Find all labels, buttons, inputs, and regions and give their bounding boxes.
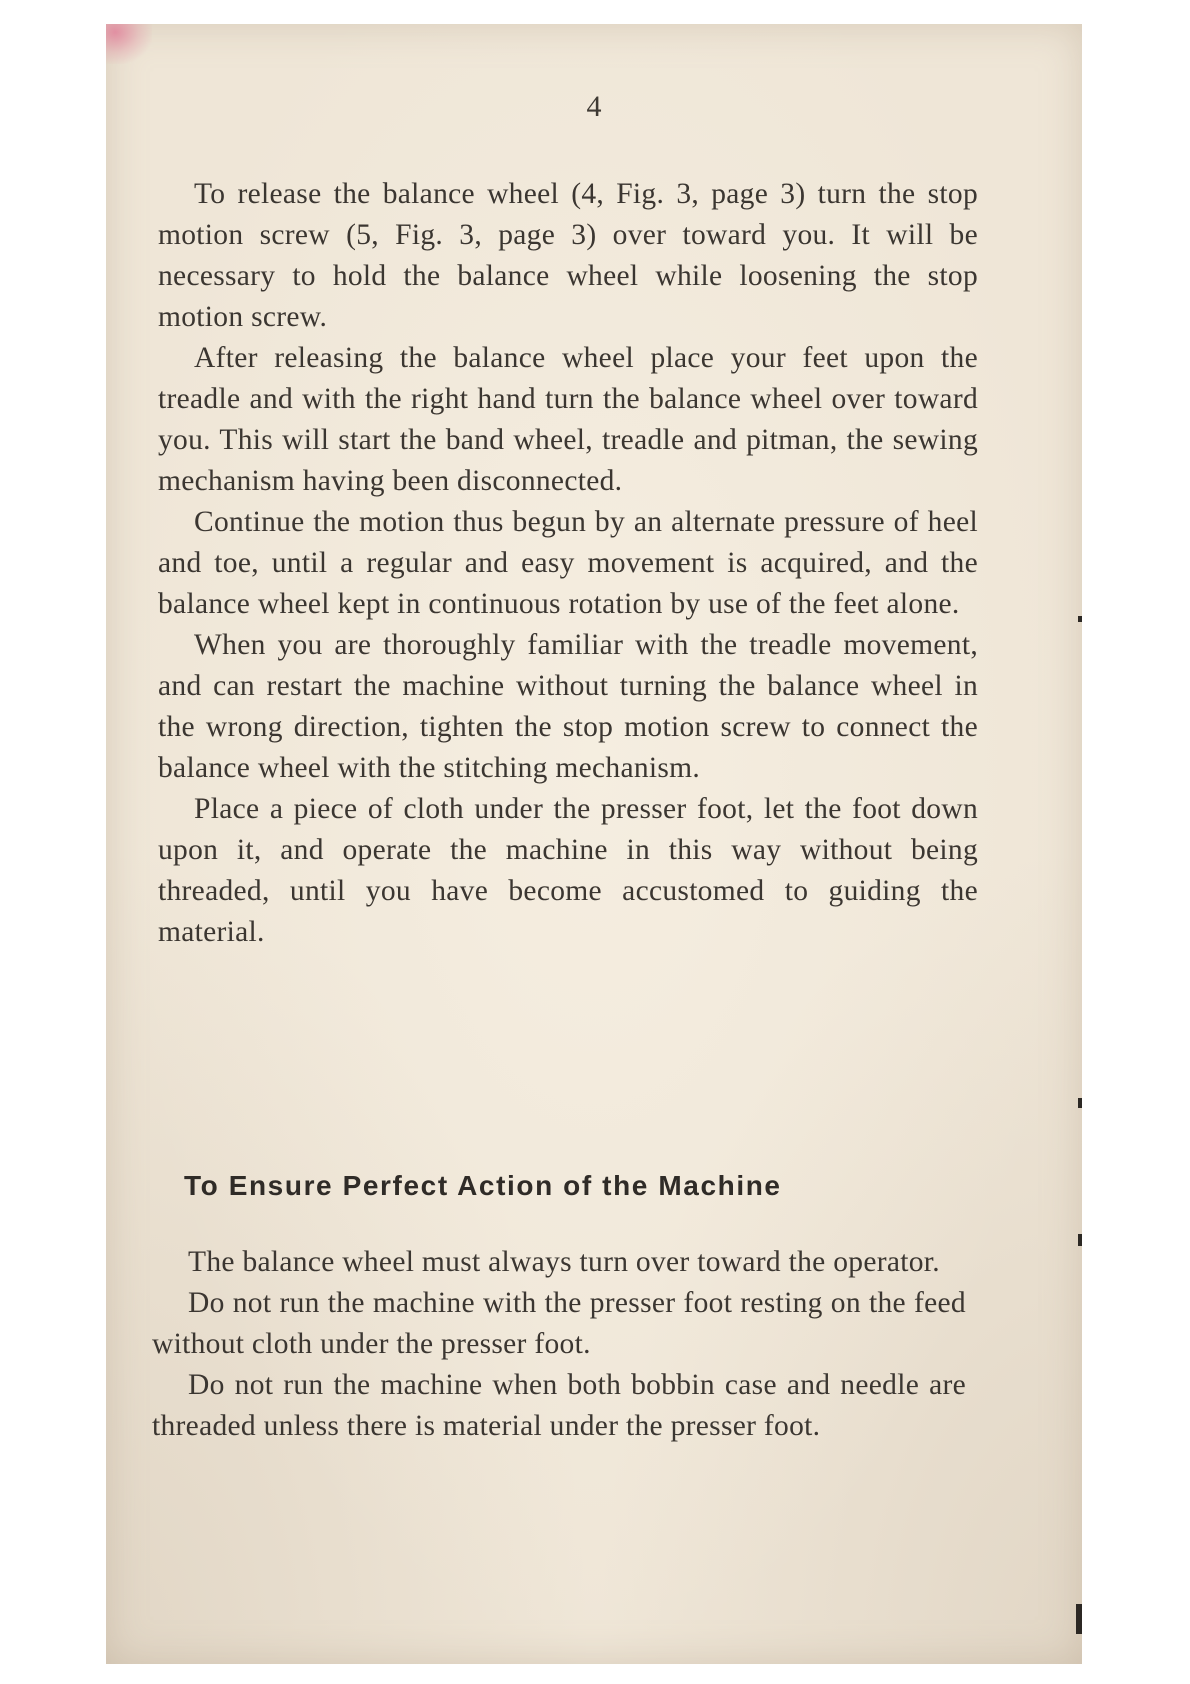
rule-presser-foot-feed: Do not run the machine with the presser foot resting on the feed without cloth under the presser foot. [152,1287,966,1360]
edge-mark [1078,1234,1082,1246]
rule-balance-wheel-direction: The balance wheel must always turn over toward the operator. [188,1246,940,1278]
section-body [152,1242,966,1447]
paragraph-tighten-screw: When you are thoroughly familiar with the treadle movement, and can restart the machine without turning the balance wheel in the wrong direction, tighten the stop motion screw to connect the balance wheel with the stitching mechanism. [158,629,978,784]
paper-stain [106,24,152,64]
paragraph-release-balance-wheel: To release the balance wheel (4, Fig. 3, page 3) turn the stop motion screw (5, Fig. 3, page 3) over toward you. It will be necessary to hold the balance wheel while loosening the stop motion screw. [158,178,978,333]
edge-mark [1078,1098,1082,1108]
instructions-body [158,174,978,953]
edge-mark [1078,616,1082,622]
edge-mark [1076,1604,1082,1634]
rule-threaded-material: Do not run the machine when both bobbin case and needle are threaded unless there is material under the presser foot. [152,1369,966,1442]
paragraph-start-treadle: After releasing the balance wheel place your feet upon the treadle and with the right hand turn the balance wheel over toward you. This will start the band wheel, treadle and pitman, the sewing mechanism having been disconnected. [158,342,978,497]
manual-page [106,24,1082,1664]
section-heading: To Ensure Perfect Action of the Machine [184,1170,782,1201]
paragraph-continue-motion: Continue the motion thus begun by an alternate pressure of heel and toe, until a regular and easy movement is acquired, and the balance wheel kept in continuous rotation by use of the feet alone. [158,506,978,620]
page-number: 4 [586,90,602,123]
paragraph-practice-cloth: Place a piece of cloth under the presser foot, let the foot down upon it, and operate the machine in this way without being threaded, until you have become accustomed to guiding the material. [158,793,978,948]
